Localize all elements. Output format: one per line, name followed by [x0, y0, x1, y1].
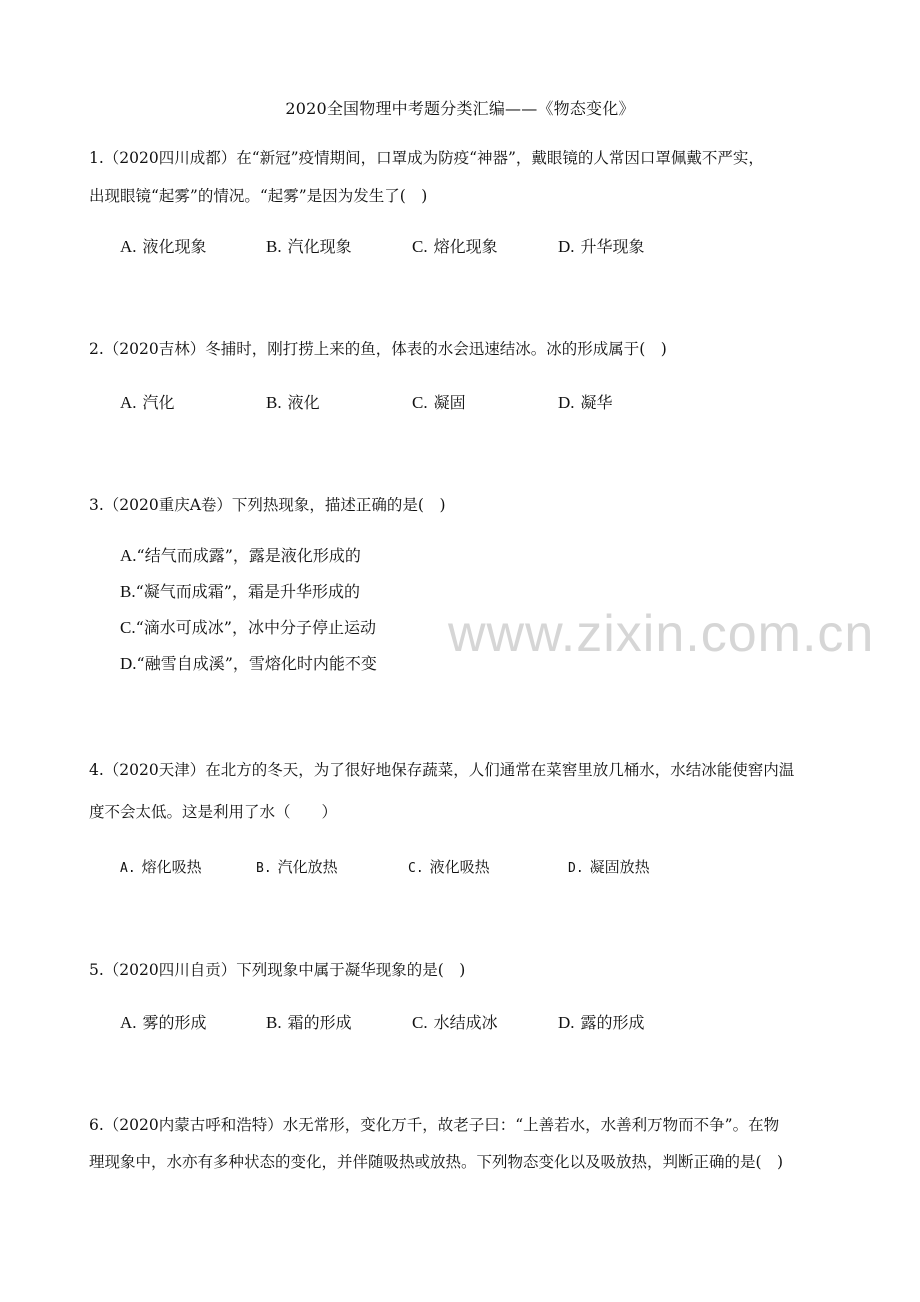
question-2-option-c: C. 凝固: [412, 393, 466, 412]
question-1-option-c: C. 熔化现象: [412, 237, 498, 256]
question-1-option-b: B. 汽化现象: [266, 237, 352, 256]
question-3-line-1: 3.（2020重庆A卷）下列热现象，描述正确的是( ): [89, 496, 446, 514]
question-3-option-a: A.“结气而成露”，露是液化形成的: [120, 546, 361, 565]
question-2-option-a: A. 汽化: [120, 393, 175, 412]
question-5-option-c: C. 水结成冰: [412, 1013, 498, 1032]
question-2-line-1: 2.（2020吉林）冬捕时，刚打捞上来的鱼，体表的水会迅速结冰。冰的形成属于( ): [89, 340, 667, 358]
question-5-option-b: B. 霜的形成: [266, 1013, 352, 1032]
question-5-line-1: 5.（2020四川自贡）下列现象中属于凝华现象的是( ): [89, 961, 466, 979]
question-3-option-d: D.“融雪自成溪”，雪熔化时内能不变: [120, 654, 377, 673]
question-6-line-2: 理现象中，水亦有多种状态的变化，并伴随吸热或放热。下列物态变化以及吸放热，判断正确的是( ): [89, 1153, 784, 1171]
question-2-option-d: D. 凝华: [558, 393, 613, 412]
question-1-line-2: 出现眼镜“起雾”的情况。“起雾”是因为发生了( ): [89, 187, 428, 205]
question-4-option-b: B. 汽化放热: [256, 858, 338, 876]
question-2-stem: [89, 330, 829, 368]
question-1-line-1: 1.（2020四川成都）在“新冠”疫情期间，口罩成为防疫“神器”，戴眼镜的人常因口罩佩戴不严实，: [89, 149, 764, 167]
watermark-text: www.zixin.com.cn: [448, 605, 875, 663]
question-4-line-1: 4.（2020天津）在北方的冬天，为了很好地保存蔬菜，人们通常在菜窖里放几桶水，水结冰能使窖内温: [89, 761, 795, 779]
question-5-option-d: D. 露的形成: [558, 1013, 645, 1032]
document-title: 2020全国物理中考题分类汇编——《物态变化》: [285, 99, 635, 118]
question-4-stem: [89, 749, 829, 833]
question-4-option-d: D. 凝固放热: [568, 858, 650, 876]
question-5-stem: [89, 951, 829, 989]
question-1-option-d: D. 升华现象: [558, 237, 645, 256]
question-1-stem: [89, 139, 829, 215]
question-3-option-c: C.“滴水可成冰”，冰中分子停止运动: [120, 618, 376, 637]
question-4-option-a: A. 熔化吸热: [120, 858, 202, 876]
question-4-option-c: C. 液化吸热: [408, 858, 490, 876]
question-6-stem: [89, 1107, 829, 1181]
question-1-option-a: A. 液化现象: [120, 237, 207, 256]
question-4-line-2: 度不会太低。这是利用了水（ ）: [89, 803, 338, 821]
question-2-option-b: B. 液化: [266, 393, 320, 412]
question-5-option-a: A. 雾的形成: [120, 1013, 207, 1032]
question-3-option-b: B.“凝气而成霜”，霜是升华形成的: [120, 582, 360, 601]
question-6-line-1: 6.（2020内蒙古呼和浩特）水无常形，变化万千，故老子曰：“上善若水，水善利万物而不争”。在物: [89, 1116, 780, 1134]
question-3-stem: [89, 486, 829, 524]
